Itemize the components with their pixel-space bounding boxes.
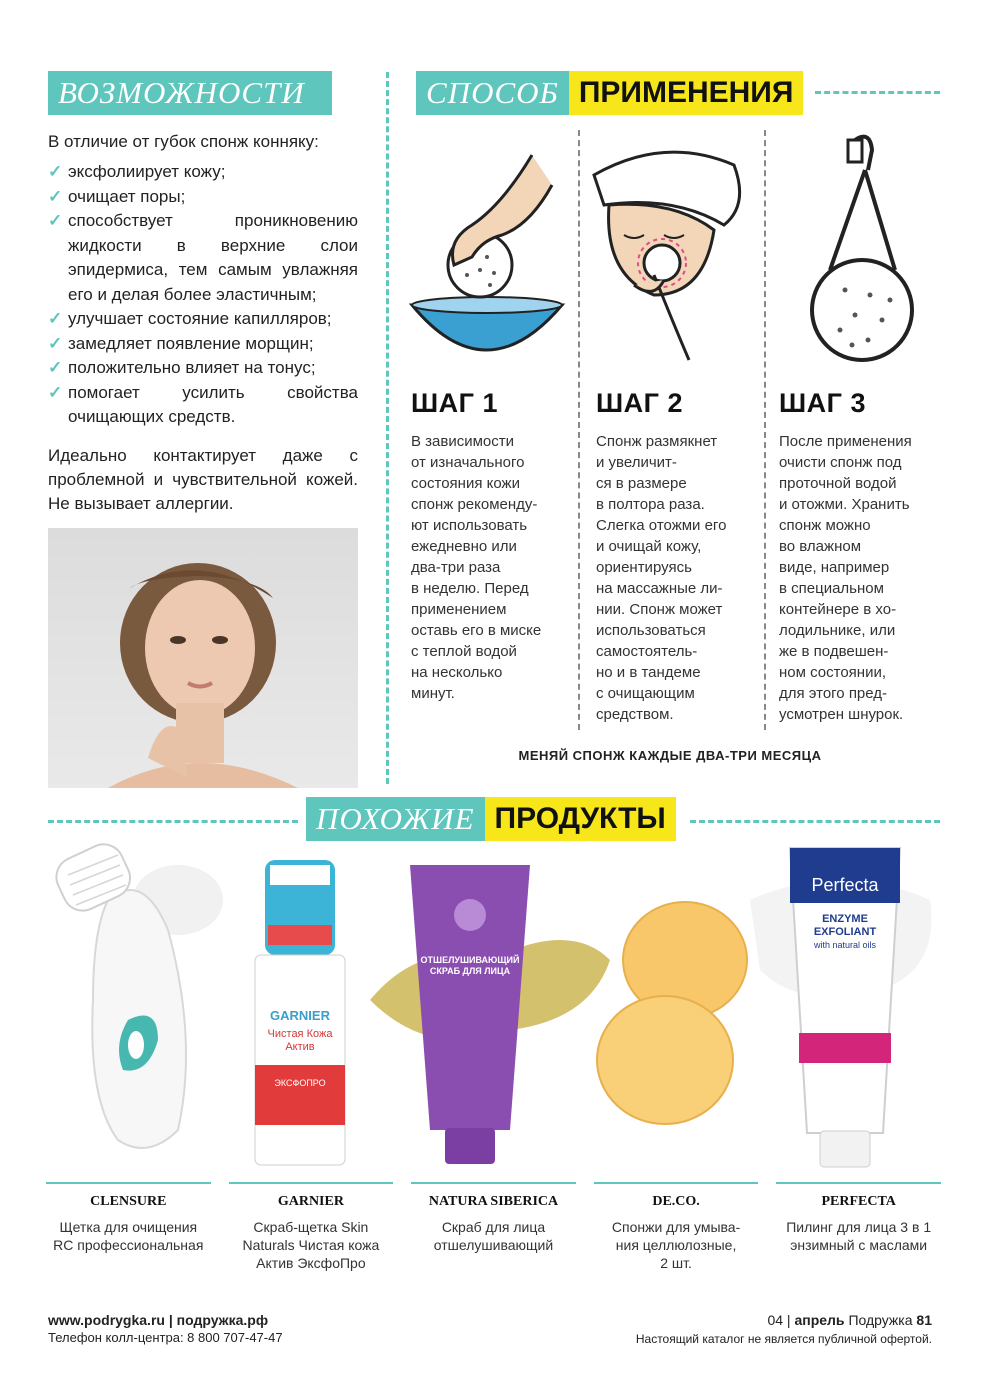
product-brand: GARNIER bbox=[277, 1194, 344, 1209]
check-icon: ✓ bbox=[48, 358, 63, 377]
product-brand: CLENSURE bbox=[90, 1194, 167, 1209]
step-text-line: использоваться bbox=[596, 622, 706, 639]
step-text-line: с очищающим bbox=[596, 685, 695, 702]
product-caption bbox=[594, 1182, 759, 1272]
step-text-line: же в подвешен- bbox=[779, 643, 889, 660]
ns-pack-line-2: СКРАБ ДЛЯ ЛИЦА bbox=[429, 966, 511, 976]
product-caption-rule bbox=[594, 1182, 759, 1184]
features-title: ВОЗМОЖНОСТИ bbox=[48, 71, 332, 115]
product-caption-rule bbox=[411, 1182, 576, 1184]
step-text-line: самостоятель- bbox=[596, 643, 698, 660]
benefit-item bbox=[48, 381, 358, 430]
products-title-italic: ПОХОЖИЕ bbox=[306, 797, 485, 841]
benefits-list bbox=[48, 160, 358, 430]
benefit-item bbox=[48, 332, 358, 357]
step-text-line: спонж можно bbox=[779, 517, 871, 534]
product-description-line: 2 шт. bbox=[660, 1255, 692, 1271]
benefit-item bbox=[48, 160, 358, 185]
product-brand: DE.CO. bbox=[652, 1194, 700, 1209]
step-text-line: В зависимости bbox=[411, 433, 515, 450]
check-icon: ✓ bbox=[48, 309, 63, 328]
step-text-line: и отожми. Хранить bbox=[779, 496, 910, 513]
footer-page-info bbox=[767, 1312, 932, 1328]
garnier-brand-on-pack: GARNIER bbox=[270, 1008, 330, 1023]
step-text-line: ся в размере bbox=[596, 475, 687, 492]
product-brand: PERFECTA bbox=[821, 1194, 896, 1209]
products-rule-left bbox=[48, 820, 298, 823]
check-icon: ✓ bbox=[48, 333, 63, 353]
product-description-line: Актив ЭксфоПро bbox=[256, 1255, 366, 1271]
footer-sep: | bbox=[786, 1312, 795, 1328]
product-caption bbox=[411, 1182, 576, 1272]
perfecta-pack-brand: Perfecta bbox=[811, 875, 879, 895]
benefit-text: способствует проникновению жидкости в верхние слои эпидермиса, тем самым увлажняя его и делая более эластичным; bbox=[68, 211, 358, 304]
products-title bbox=[306, 797, 676, 841]
product-description-line: Пилинг для лица 3 в 1 bbox=[786, 1219, 932, 1235]
benefit-text: положительно влияет на тонус; bbox=[68, 358, 316, 377]
product-brand: NATURA SIBERICA bbox=[428, 1194, 559, 1209]
garnier-sub-on-pack: ЭКСФОПРО bbox=[274, 1078, 326, 1088]
benefit-item bbox=[48, 307, 358, 332]
footer-phone: Телефон колл-центра: 8 800 707-47-47 bbox=[48, 1330, 283, 1345]
product-description bbox=[411, 1218, 576, 1254]
step-3 bbox=[779, 388, 939, 725]
step1-illustration bbox=[402, 145, 570, 375]
step-text-line: с теплой водой bbox=[411, 643, 517, 660]
step-text-line: и очищай кожу, bbox=[596, 538, 702, 555]
features-intro: В отличие от губок спонж конняку: bbox=[48, 132, 319, 151]
product-captions bbox=[46, 1182, 941, 1272]
step-text-line: После применения bbox=[779, 433, 912, 450]
step-text-line: средством. bbox=[596, 706, 674, 723]
step-text-line: в полтора раза. bbox=[596, 496, 705, 513]
column-divider bbox=[386, 72, 389, 784]
step-text-line: оставь его в миске bbox=[411, 622, 542, 639]
perfecta-pack-text bbox=[795, 913, 895, 952]
benefit-item bbox=[48, 356, 358, 381]
products-title-bold: ПРОДУКТЫ bbox=[485, 797, 676, 841]
step-1 bbox=[411, 388, 571, 704]
step-text-line: в неделю. Перед bbox=[411, 580, 529, 597]
product-description-line: Скраб-щетка Skin bbox=[253, 1219, 369, 1235]
step-1-title: ШАГ 1 bbox=[411, 388, 498, 418]
step-divider-1 bbox=[578, 130, 580, 730]
step-text-line: спонж рекоменду- bbox=[411, 496, 538, 513]
benefit-text: замедляет появление морщин; bbox=[68, 333, 314, 353]
garnier-pack-line-1: Чистая Кожа bbox=[267, 1028, 333, 1040]
step-text-line: ориентируясь bbox=[596, 559, 692, 576]
product-description-line: ния целлюлозные, bbox=[615, 1237, 737, 1253]
step-text-line: на несколько bbox=[411, 664, 503, 681]
step-text-line: виде, например bbox=[779, 559, 890, 576]
method-title-italic: СПОСОБ bbox=[416, 71, 569, 115]
step-text-line: ют использовать bbox=[411, 517, 528, 534]
perfecta-pack-line-1: ENZYME bbox=[822, 913, 868, 925]
benefit-text: улучшает состояние капилляров; bbox=[68, 309, 332, 328]
footer-magazine: Подружка bbox=[848, 1312, 913, 1328]
ns-pack-line-1: ОТШЕЛУШИВАЮЩИЙ bbox=[420, 955, 520, 965]
step-text-line: очисти спонж под bbox=[779, 454, 902, 471]
product-caption-rule bbox=[229, 1182, 394, 1184]
features-note: Идеально контактирует даже с проблемной и чувствительной кожей. Не вызывает аллергии. bbox=[48, 446, 358, 513]
check-icon: ✓ bbox=[48, 211, 63, 230]
check-icon: ✓ bbox=[48, 382, 63, 402]
step-text-line: лодильнике, или bbox=[779, 622, 896, 639]
step-text-line: во влажном bbox=[779, 538, 862, 555]
product-description-line: RC профессиональная bbox=[53, 1237, 204, 1253]
step-text-line: но и в тандеме bbox=[596, 664, 701, 681]
step-2-title: ШАГ 2 bbox=[596, 388, 683, 418]
step-text-line: контейнере в хо- bbox=[779, 601, 897, 618]
benefit-text: эксфолиирует кожу; bbox=[68, 162, 226, 181]
product-caption bbox=[229, 1182, 394, 1272]
perfecta-pack-line-2: EXFOLIANT bbox=[813, 926, 877, 938]
products-rule-right bbox=[690, 820, 940, 823]
benefit-text: очищает поры; bbox=[68, 186, 186, 206]
step-2-text bbox=[596, 431, 756, 725]
natura-siberica-tube-image bbox=[405, 860, 535, 1170]
product-caption-rule bbox=[46, 1182, 211, 1184]
change-sponge-note: МЕНЯЙ СПОНЖ КАЖДЫЕ ДВА-ТРИ МЕСЯЦА bbox=[518, 748, 822, 763]
deco-sponges-image bbox=[585, 895, 760, 1135]
step-text-line: Слегка отожми его bbox=[596, 517, 727, 534]
product-description-line: Спонжи для умыва- bbox=[611, 1219, 741, 1235]
step-text-line: ном состоянии, bbox=[779, 664, 886, 681]
step-3-text bbox=[779, 431, 939, 725]
step-text-line: применением bbox=[411, 601, 507, 618]
step-text-line: проточной водой bbox=[779, 475, 897, 492]
benefit-item bbox=[48, 209, 358, 307]
check-icon: ✓ bbox=[48, 186, 63, 206]
step2-illustration bbox=[584, 135, 752, 375]
method-title-bold: ПРИМЕНЕНИЯ bbox=[569, 71, 804, 115]
step-1-text bbox=[411, 431, 571, 704]
product-description-line: Скраб для лица bbox=[441, 1219, 546, 1235]
step-2 bbox=[596, 388, 756, 725]
step-text-line: состояния кожи bbox=[411, 475, 520, 492]
step-text-line: в специальном bbox=[779, 580, 884, 597]
check-icon: ✓ bbox=[48, 162, 63, 181]
garnier-name-on-pack bbox=[258, 1028, 342, 1054]
product-description bbox=[229, 1218, 394, 1272]
product-caption bbox=[776, 1182, 941, 1272]
footer-site: www.podrygka.ru | подружка.рф bbox=[48, 1312, 269, 1328]
woman-portrait-photo bbox=[48, 528, 358, 788]
clensure-brush-image bbox=[48, 840, 223, 1170]
product-description bbox=[594, 1218, 759, 1272]
method-title bbox=[416, 71, 803, 115]
product-caption-rule bbox=[776, 1182, 941, 1184]
product-description-line: энзимный с маслами bbox=[790, 1237, 928, 1253]
garnier-pack-line-2: Актив bbox=[285, 1041, 315, 1053]
step-text-line: и увеличит- bbox=[596, 454, 677, 471]
step-text-line: два-три раза bbox=[411, 559, 501, 576]
method-title-rule bbox=[815, 91, 940, 94]
step-3-title: ШАГ 3 bbox=[779, 388, 866, 418]
step-text-line: ежедневно или bbox=[411, 538, 517, 555]
step-text-line: Спонж размякнет bbox=[596, 433, 718, 450]
footer-page-number: 81 bbox=[916, 1312, 932, 1328]
step3-illustration bbox=[790, 130, 930, 375]
benefit-text: помогает усилить свойства очищающих средств. bbox=[68, 382, 358, 426]
perfecta-pack-line-3: with natural oils bbox=[813, 940, 877, 950]
step-text-line: на массажные ли- bbox=[596, 580, 723, 597]
step-text-line: от изначального bbox=[411, 454, 525, 471]
footer-month: апрель bbox=[794, 1312, 845, 1328]
step-text-line: для этого пред- bbox=[779, 685, 888, 702]
step-divider-2 bbox=[764, 130, 766, 730]
footer-issue: 04 bbox=[767, 1312, 784, 1328]
product-description-line: отшелушивающий bbox=[433, 1237, 554, 1253]
product-description-line: Naturals Чистая кожа bbox=[242, 1237, 380, 1253]
step-text-line: минут. bbox=[411, 685, 455, 702]
product-caption bbox=[46, 1182, 211, 1272]
natura-siberica-pack-text bbox=[410, 955, 530, 977]
footer-disclaimer: Настоящий каталог не является публичной офертой. bbox=[635, 1332, 932, 1346]
benefit-item bbox=[48, 185, 358, 210]
product-description bbox=[776, 1218, 941, 1254]
product-description-line: Щетка для очищения bbox=[59, 1219, 198, 1235]
product-description bbox=[46, 1218, 211, 1254]
step-text-line: усмотрен шнурок. bbox=[779, 706, 904, 723]
step-text-line: нии. Спонж может bbox=[596, 601, 723, 618]
